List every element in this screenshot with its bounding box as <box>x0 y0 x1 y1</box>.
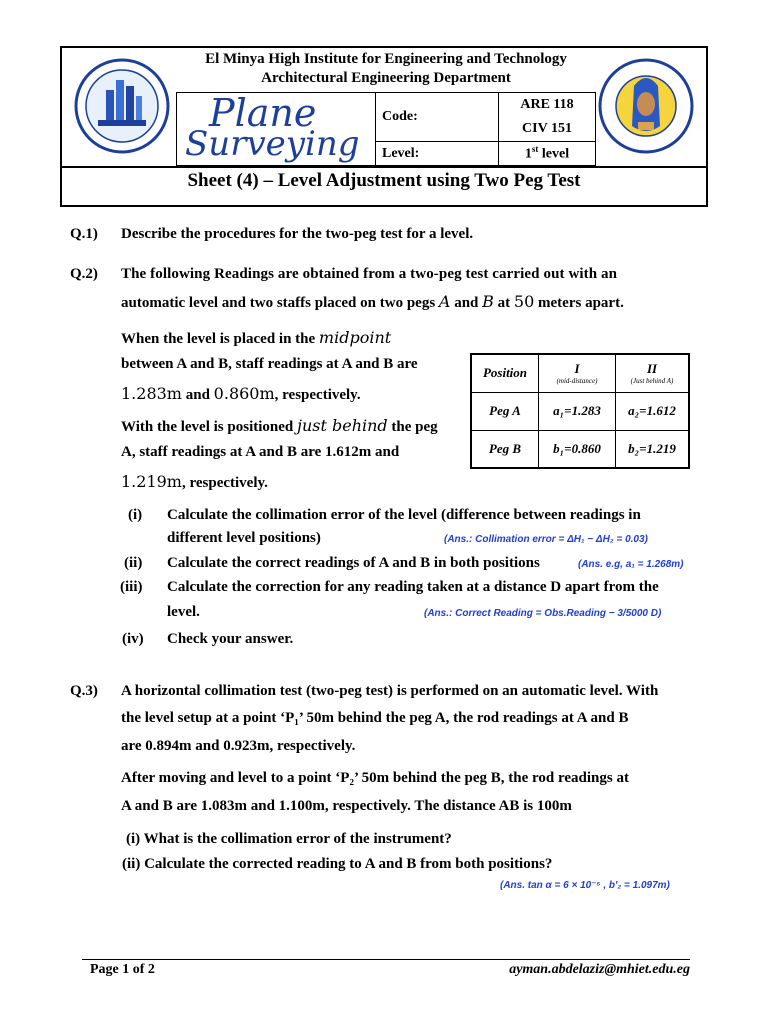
institute-logo <box>596 56 696 156</box>
cell-b1: b₁=0.860 <box>539 430 616 468</box>
readings-table <box>470 353 690 469</box>
author-email: ayman.abdelaziz@mhiet.edu.eg <box>509 962 690 977</box>
q2-line-1: The following Readings are obtained from a two-peg test carried out with an <box>121 266 618 282</box>
q2-p2-peg: the peg <box>387 419 438 435</box>
q2-line-2a: automatic level and two staffs placed on two pegs <box>121 295 439 311</box>
header-behind <box>616 354 690 392</box>
q3-item-ii: (ii) Calculate the corrected reading to A and B from both positions? <box>122 856 553 872</box>
institute-name: El Minya High Institute for Engineering and Technology <box>205 51 567 67</box>
row-peg-b: Peg B <box>471 430 539 468</box>
q3-number: Q.3) <box>70 683 98 699</box>
footer-divider <box>82 959 690 960</box>
q2-line-2c: meters apart. <box>534 295 624 311</box>
item-i-text: Calculate the collimation error of the level (difference between readings in <box>167 507 641 523</box>
cell-a2: a₂=1.612 <box>616 392 690 430</box>
header-i: I <box>574 361 580 377</box>
table-row <box>471 392 689 430</box>
item-iv-number: (iv) <box>122 631 144 647</box>
q3-answer: (Ans. tan α = 6 × 10⁻⁵ , b′₂ = 1.097m) <box>500 880 670 891</box>
sheet-title: Sheet (4) – Level Adjustment using Two Peg Test <box>187 170 581 191</box>
item-iii-number: (iii) <box>120 579 143 595</box>
item-ii-text: Calculate the correct readings of A and B in both positions <box>167 555 540 571</box>
peg-distance: 50 <box>513 292 535 311</box>
q2-para2-line1 <box>121 416 438 436</box>
header-ii-sub: (Just behind A) <box>630 377 674 386</box>
q2-p1-and: and <box>181 387 214 403</box>
q3-line-1: A horizontal collimation test (two-peg test) is performed on an automatic level. With <box>121 683 659 699</box>
q3-line-4: After moving and level to a point ‘P₂’ 50m behind the peg B, the rod readings at <box>121 770 629 786</box>
q2-p1-resp: , respectively. <box>274 387 361 403</box>
q2-line-2b: at <box>493 295 514 311</box>
item-iii-text: Calculate the correction for any reading taken at a distance D apart from the <box>167 579 659 595</box>
table-row <box>471 430 689 468</box>
code-value-2: CIV 151 <box>522 121 572 136</box>
header-position: Position <box>471 354 539 392</box>
answer-2: (Ans. e.g, a₁ = 1.268m) <box>578 559 684 570</box>
q3-line-5: A and B are 1.083m and 1.100m, respectively. The distance AB is 100m <box>121 798 572 814</box>
q2-and: and <box>450 295 483 311</box>
cell-a1: a₁=1.283 <box>539 392 616 430</box>
q2-p2-resp: , respectively. <box>181 475 268 491</box>
q2-just-behind: just behind <box>297 416 388 435</box>
header-ii: II <box>646 361 658 377</box>
page-number: Page 1 of 2 <box>90 962 155 977</box>
brand-word-plane: Plane <box>209 91 317 135</box>
brand-word-surveying: Surveying <box>185 124 360 164</box>
q2-para1-line3 <box>121 384 361 404</box>
level-label: Level: <box>376 142 499 166</box>
reading-b1: 0.860m <box>213 384 275 403</box>
q2-para2-line2: A, staff readings at A and B are 1.612m and <box>121 444 400 460</box>
department-name: Architectural Engineering Department <box>261 70 511 86</box>
answer-3: (Ans.: Correct Reading = Obs.Reading − 3/5000 D) <box>424 608 662 619</box>
reading-a1: 1.283m <box>121 384 182 403</box>
reading-b2: 1.219m <box>121 472 182 491</box>
peg-b: B <box>482 292 494 311</box>
q1-number: Q.1) <box>70 226 98 242</box>
q1-text: Describe the procedures for the two-peg test for a level. <box>121 226 474 242</box>
code-value-1: ARE 118 <box>520 97 574 112</box>
q3-item-i: (i) What is the collimation error of the instrument? <box>126 831 452 847</box>
department-logo <box>72 56 172 156</box>
plane-surveying-logo <box>179 91 365 166</box>
answer-1: (Ans.: Collimation error = ΔH₁ − ΔH₂ = 0.03) <box>444 534 648 545</box>
code-values <box>499 93 596 142</box>
item-iii-text-cont: level. <box>167 604 200 620</box>
item-iv-text: Check your answer. <box>167 631 294 647</box>
q2-p2-text: With the level is positioned <box>121 419 297 435</box>
q2-line-2 <box>121 292 624 312</box>
peg-a: A <box>438 292 451 311</box>
level-value: 1st level <box>499 142 596 166</box>
q2-midpoint: midpoint <box>318 328 392 347</box>
item-ii-number: (ii) <box>124 555 143 571</box>
cell-b2: b₂=1.219 <box>616 430 690 468</box>
q2-para1-line2: between A and B, staff readings at A and B are <box>121 356 418 372</box>
header-i-sub: (mid-distance) <box>556 377 598 386</box>
item-i-text-cont: different level positions) <box>167 530 321 546</box>
q2-para2-line3 <box>121 472 268 492</box>
code-label: Code: <box>376 93 499 142</box>
header-row <box>62 48 706 168</box>
q3-line-2: the level setup at a point ‘P₁’ 50m behind the peg A, the rod readings at A and B <box>121 710 629 726</box>
header-box <box>60 46 708 207</box>
header-mid <box>539 354 616 392</box>
q3-line-3: are 0.894m and 0.923m, respectively. <box>121 738 356 754</box>
item-i-number: (i) <box>128 507 143 523</box>
q2-p1-text: When the level is placed in the <box>121 331 319 347</box>
q2-para1-line1 <box>121 328 391 348</box>
q2-number: Q.2) <box>70 266 98 282</box>
row-peg-a: Peg A <box>471 392 539 430</box>
